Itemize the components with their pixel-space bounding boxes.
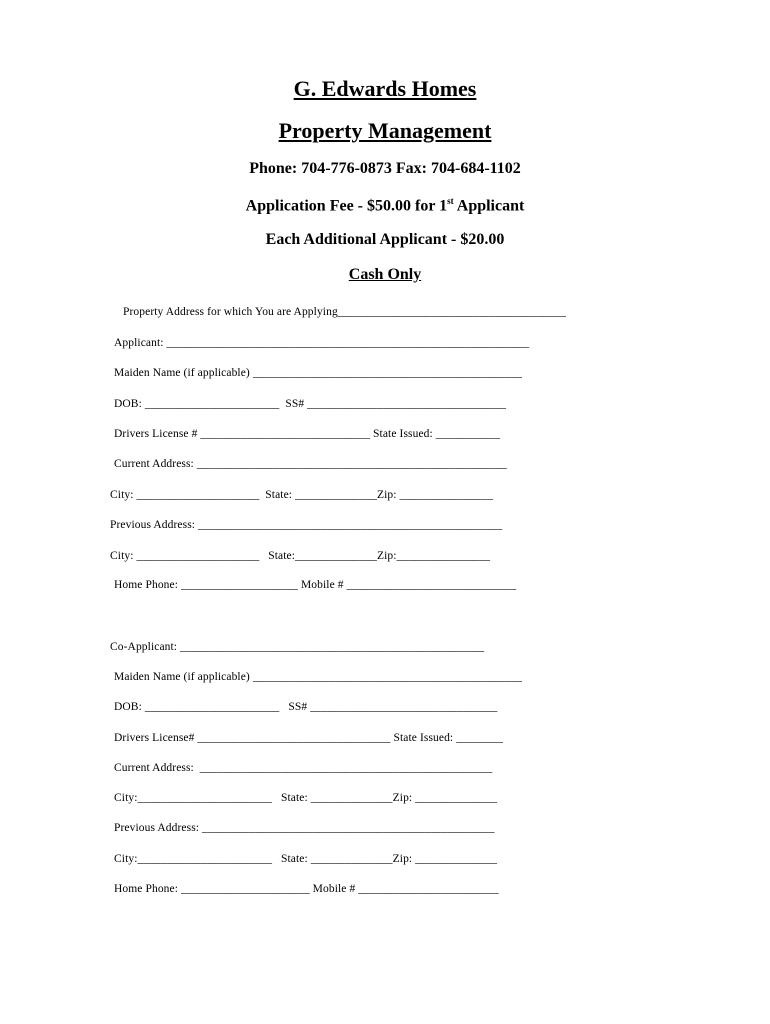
co-applicant-city-state-zip-field[interactable]: City:_______________________ State: ______________Zip: ______________ <box>114 792 498 804</box>
applicant-name-field[interactable]: Applicant: ______________________________________________________________ <box>114 337 530 349</box>
application-fee-line <box>0 196 770 215</box>
co-applicant-maiden-name-field[interactable]: Maiden Name (if applicable) ______________________________________________ <box>114 671 522 683</box>
co-applicant-current-address-field[interactable]: Current Address: __________________________________________________ <box>114 762 493 774</box>
additional-applicant-fee: Each Additional Applicant - $20.00 <box>265 231 505 248</box>
company-name: G. Edwards Homes <box>293 76 477 101</box>
fee-suffix: Applicant <box>453 197 525 215</box>
co-applicant-previous-city-state-zip-field[interactable]: City:_______________________ State: ______________Zip: ______________ <box>114 853 498 865</box>
co-applicant-phones-field[interactable]: Home Phone: ______________________ Mobile # ________________________ <box>114 883 499 895</box>
fee-ordinal-suffix: st <box>447 196 454 206</box>
applicant-dob-ss-field[interactable]: DOB: _______________________ SS# __________________________________ <box>114 398 507 410</box>
applicant-previous-address-field[interactable]: Previous Address: ____________________________________________________ <box>110 519 503 531</box>
applicant-maiden-name-field[interactable]: Maiden Name (if applicable) ______________________________________________ <box>114 367 522 379</box>
payment-terms: Cash Only <box>348 266 422 283</box>
fee-prefix: Application Fee - $50.00 for 1 <box>245 197 448 215</box>
applicant-phones-field[interactable]: Home Phone: ____________________ Mobile # _____________________________ <box>114 579 517 591</box>
department-title: Property Management <box>278 118 492 143</box>
co-applicant-dob-ss-field[interactable]: DOB: _______________________ SS# ________________________________ <box>114 701 498 713</box>
applicant-previous-city-state-zip-field[interactable]: City: _____________________ State:______________Zip:________________ <box>110 550 491 562</box>
co-applicant-license-field[interactable]: Drivers License# _________________________________ State Issued: ________ <box>114 732 503 744</box>
property-address-field[interactable]: Property Address for which You are Applying_______________________________________ <box>123 306 566 318</box>
applicant-city-state-zip-field[interactable]: City: _____________________ State: ______________Zip: ________________ <box>110 489 494 501</box>
co-applicant-name-field[interactable]: Co-Applicant: ____________________________________________________ <box>110 641 485 653</box>
applicant-license-field[interactable]: Drivers License # _____________________________ State Issued: ___________ <box>114 428 501 440</box>
applicant-current-address-field[interactable]: Current Address: _____________________________________________________ <box>114 458 507 470</box>
co-applicant-previous-address-field[interactable]: Previous Address: __________________________________________________ <box>114 822 495 834</box>
contact-line: Phone: 704-776-0873 Fax: 704-684-1102 <box>249 160 521 177</box>
